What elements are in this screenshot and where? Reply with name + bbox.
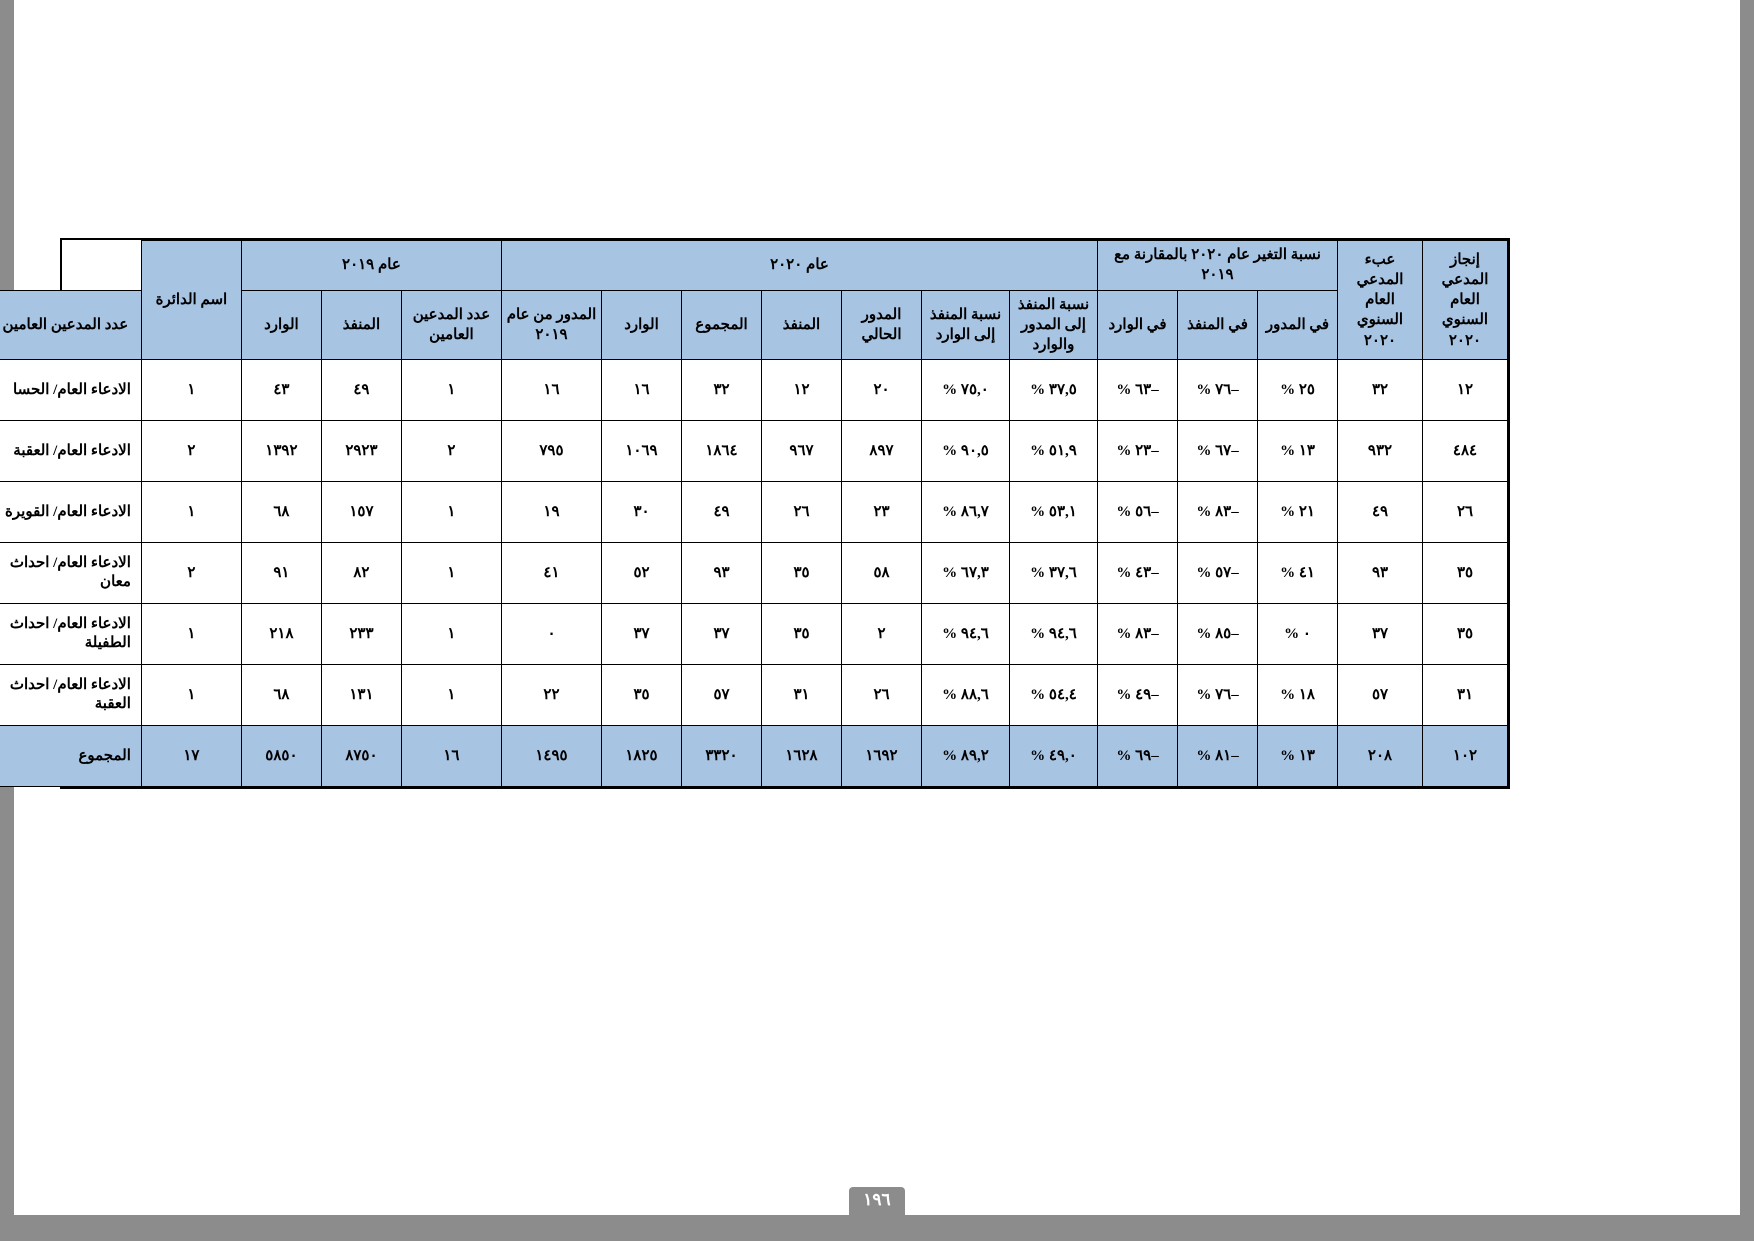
cell-incoming-2019: ٤٣ (241, 360, 321, 421)
table-row (0, 604, 1508, 665)
table-row (0, 360, 1508, 421)
page-footer (0, 1187, 1754, 1215)
cell-incoming-2019: ٩١ (241, 543, 321, 604)
cell-rotated-from-2019: ٤١ (501, 543, 601, 604)
cell-executed-2019: ٤٩ (321, 360, 401, 421)
cell-total: ٥٧ (682, 665, 762, 726)
cell-prosecutors-2020: ١٦ (401, 726, 501, 787)
cell-circuit-name: الادعاء العام/ احداث الطفيلة (0, 604, 141, 665)
header-annual-burden: عبء المدعي العام السنوي ٢٠٢٠ (1338, 241, 1423, 360)
cell-executed-2019: ٢٩٢٣ (321, 421, 401, 482)
cell-total: ٩٣ (682, 543, 762, 604)
table-head (0, 241, 1508, 360)
cell-rotated-from-2019: ١٤٩٥ (501, 726, 601, 787)
header-current-rotated: المدور الحالي (842, 290, 922, 360)
cell-annual-achievement: ٣١ (1423, 665, 1508, 726)
cell-circuit-name: الادعاء العام/ العقبة (0, 421, 141, 482)
cell-ratio-exec-inc: ٦٧,٣ % (922, 543, 1010, 604)
cell-change-incoming: –٥٦ % (1098, 482, 1178, 543)
cell-change-executed: –٦٧ % (1178, 421, 1258, 482)
header-change-in-incoming: في الوارد (1098, 290, 1178, 360)
cell-change-incoming: –٤٩ % (1098, 665, 1178, 726)
cell-annual-burden: ٥٧ (1338, 665, 1423, 726)
cell-ratio-exec-inc: ٨٨,٦ % (922, 665, 1010, 726)
cell-change-executed: –٨٣ % (1178, 482, 1258, 543)
cell-prosecutors-2020: ١ (401, 360, 501, 421)
cell-incoming-2019: ٥٨٥٠ (241, 726, 321, 787)
cell-circuit-name: الادعاء العام/ احداث معان (0, 543, 141, 604)
cell-incoming: ٣٠ (602, 482, 682, 543)
cell-incoming-2019: ٦٨ (241, 482, 321, 543)
header-prosecutors-count-2020: عدد المدعين العامين (401, 290, 501, 360)
cell-rotated-from-2019: ٠ (501, 604, 601, 665)
cell-change-incoming: –٨٣ % (1098, 604, 1178, 665)
cell-annual-achievement: ٢٦ (1423, 482, 1508, 543)
cell-incoming: ٥٢ (602, 543, 682, 604)
cell-incoming: ٣٧ (602, 604, 682, 665)
cell-incoming: ١٨٢٥ (602, 726, 682, 787)
cell-rotated-from-2019: ٢٢ (501, 665, 601, 726)
cell-change-executed: –٧٦ % (1178, 360, 1258, 421)
cell-incoming-2019: ٦٨ (241, 665, 321, 726)
cell-annual-achievement: ٤٨٤ (1423, 421, 1508, 482)
cell-executed: ١٦٢٨ (762, 726, 842, 787)
cell-ratio-exec-inc: ٩٤,٦ % (922, 604, 1010, 665)
cell-change-incoming: –٤٣ % (1098, 543, 1178, 604)
cell-change-incoming: –٢٣ % (1098, 421, 1178, 482)
cell-rotated-from-2019: ١٦ (501, 360, 601, 421)
cell-executed: ٣٥ (762, 543, 842, 604)
cell-annual-burden: ٣٢ (1338, 360, 1423, 421)
cell-current-rotated: ٢٣ (842, 482, 922, 543)
header-incoming-2020: الوارد (602, 290, 682, 360)
header-circuit-name: اسم الدائرة (141, 241, 241, 360)
cell-executed: ٣١ (762, 665, 842, 726)
cell-executed: ٣٥ (762, 604, 842, 665)
cell-annual-burden: ٢٠٨ (1338, 726, 1423, 787)
cell-annual-burden: ٩٣٢ (1338, 421, 1423, 482)
cell-circuit-name: الادعاء العام/ الحسا (0, 360, 141, 421)
cell-annual-achievement: ٣٥ (1423, 543, 1508, 604)
table-row (0, 421, 1508, 482)
cell-total-label: المجموع (0, 726, 141, 787)
cell-ratio-exec-rot-inc: ٣٧,٦ % (1010, 543, 1098, 604)
cell-change-incoming: –٦٩ % (1098, 726, 1178, 787)
header-change-in-rotated: في المدور (1258, 290, 1338, 360)
cell-prosecutors-2019: ١ (141, 360, 241, 421)
header-ratio-exec-to-rotated-and-incoming: نسبة المنفذ إلى المدور والوارد (1010, 290, 1098, 360)
header-annual-achievement: إنجاز المدعي العام السنوي ٢٠٢٠ (1423, 241, 1508, 360)
statistics-table (0, 240, 1508, 787)
header-executed-2019: المنفذ (321, 290, 401, 360)
cell-prosecutors-2019: ١٧ (141, 726, 241, 787)
cell-ratio-exec-inc: ٩٠,٥ % (922, 421, 1010, 482)
document-page (2, 0, 1740, 1215)
table-header-group-row (0, 241, 1508, 291)
cell-ratio-exec-rot-inc: ٤٩,٠ % (1010, 726, 1098, 787)
cell-ratio-exec-rot-inc: ٩٤,٦ % (1010, 604, 1098, 665)
cell-incoming: ١٠٦٩ (602, 421, 682, 482)
cell-total: ٣٧ (682, 604, 762, 665)
header-change-in-executed: في المنفذ (1178, 290, 1258, 360)
cell-annual-burden: ٣٧ (1338, 604, 1423, 665)
cell-current-rotated: ٢ (842, 604, 922, 665)
cell-annual-achievement: ١٢ (1423, 360, 1508, 421)
header-year-2020-group: عام ٢٠٢٠ (501, 241, 1097, 291)
cell-prosecutors-2019: ٢ (141, 543, 241, 604)
header-change-rate-group: نسبة التغير عام ٢٠٢٠ بالمقارنة مع ٢٠١٩ (1098, 241, 1338, 291)
table-row (0, 543, 1508, 604)
header-executed-2020: المنفذ (762, 290, 842, 360)
statistics-table-container (2, 238, 1510, 789)
cell-prosecutors-2020: ١ (401, 604, 501, 665)
cell-change-rotated: ٠ % (1258, 604, 1338, 665)
cell-circuit-name: الادعاء العام/ القويرة (0, 482, 141, 543)
cell-change-rotated: ١٣ % (1258, 421, 1338, 482)
cell-incoming: ١٦ (602, 360, 682, 421)
cell-prosecutors-2019: ١ (141, 604, 241, 665)
cell-annual-burden: ٤٩ (1338, 482, 1423, 543)
cell-change-rotated: ٢١ % (1258, 482, 1338, 543)
cell-total: ٣٣٢٠ (682, 726, 762, 787)
cell-executed-2019: ١٥٧ (321, 482, 401, 543)
table-row (0, 665, 1508, 726)
cell-change-executed: –٨٥ % (1178, 604, 1258, 665)
cell-current-rotated: ١٦٩٢ (842, 726, 922, 787)
page-edge-right (1740, 0, 1754, 1241)
cell-ratio-exec-rot-inc: ٣٧,٥ % (1010, 360, 1098, 421)
cell-executed-2019: ٢٣٣ (321, 604, 401, 665)
header-total-2020: المجموع (682, 290, 762, 360)
cell-current-rotated: ٢٠ (842, 360, 922, 421)
cell-total: ٣٢ (682, 360, 762, 421)
cell-change-incoming: –٦٣ % (1098, 360, 1178, 421)
cell-total: ١٨٦٤ (682, 421, 762, 482)
cell-current-rotated: ٢٦ (842, 665, 922, 726)
cell-annual-achievement: ٣٥ (1423, 604, 1508, 665)
cell-total: ٤٩ (682, 482, 762, 543)
cell-rotated-from-2019: ٧٩٥ (501, 421, 601, 482)
cell-executed: ٢٦ (762, 482, 842, 543)
cell-ratio-exec-inc: ٨٦,٧ % (922, 482, 1010, 543)
page-edge-bottom (0, 1215, 1754, 1241)
table-body (0, 360, 1508, 787)
cell-incoming-2019: ٢١٨ (241, 604, 321, 665)
cell-rotated-from-2019: ١٩ (501, 482, 601, 543)
cell-prosecutors-2019: ١ (141, 482, 241, 543)
cell-ratio-exec-rot-inc: ٥٣,١ % (1010, 482, 1098, 543)
cell-prosecutors-2020: ٢ (401, 421, 501, 482)
cell-executed: ٩٦٧ (762, 421, 842, 482)
cell-prosecutors-2020: ١ (401, 543, 501, 604)
cell-change-rotated: ١٨ % (1258, 665, 1338, 726)
header-incoming-2019: الوارد (241, 290, 321, 360)
cell-change-executed: –٧٦ % (1178, 665, 1258, 726)
cell-incoming-2019: ١٣٩٢ (241, 421, 321, 482)
header-rotated-from-2019: المدور من عام ٢٠١٩ (501, 290, 601, 360)
cell-annual-achievement: ١٠٢ (1423, 726, 1508, 787)
cell-annual-burden: ٩٣ (1338, 543, 1423, 604)
cell-executed-2019: ١٣١ (321, 665, 401, 726)
cell-executed-2019: ٨٧٥٠ (321, 726, 401, 787)
table-total-row (0, 726, 1508, 787)
cell-prosecutors-2020: ١ (401, 482, 501, 543)
header-year-2019-group: عام ٢٠١٩ (241, 241, 501, 291)
cell-ratio-exec-rot-inc: ٥١,٩ % (1010, 421, 1098, 482)
page-number: ١٩٦ (849, 1187, 904, 1215)
cell-incoming: ٣٥ (602, 665, 682, 726)
cell-executed-2019: ٨٢ (321, 543, 401, 604)
cell-prosecutors-2019: ٢ (141, 421, 241, 482)
header-ratio-exec-to-incoming: نسبة المنفذ إلى الوارد (922, 290, 1010, 360)
cell-current-rotated: ٨٩٧ (842, 421, 922, 482)
cell-ratio-exec-inc: ٨٩,٢ % (922, 726, 1010, 787)
cell-executed: ١٢ (762, 360, 842, 421)
cell-ratio-exec-rot-inc: ٥٤,٤ % (1010, 665, 1098, 726)
cell-change-rotated: ٤١ % (1258, 543, 1338, 604)
cell-prosecutors-2019: ١ (141, 665, 241, 726)
cell-prosecutors-2020: ١ (401, 665, 501, 726)
cell-change-rotated: ١٣ % (1258, 726, 1338, 787)
cell-circuit-name: الادعاء العام/ احداث العقبة (0, 665, 141, 726)
header-prosecutors-count-2019: عدد المدعين العامين (0, 290, 141, 360)
cell-ratio-exec-inc: ٧٥,٠ % (922, 360, 1010, 421)
cell-change-executed: –٨١ % (1178, 726, 1258, 787)
cell-current-rotated: ٥٨ (842, 543, 922, 604)
cell-change-executed: –٥٧ % (1178, 543, 1258, 604)
table-row (0, 482, 1508, 543)
cell-change-rotated: ٢٥ % (1258, 360, 1338, 421)
